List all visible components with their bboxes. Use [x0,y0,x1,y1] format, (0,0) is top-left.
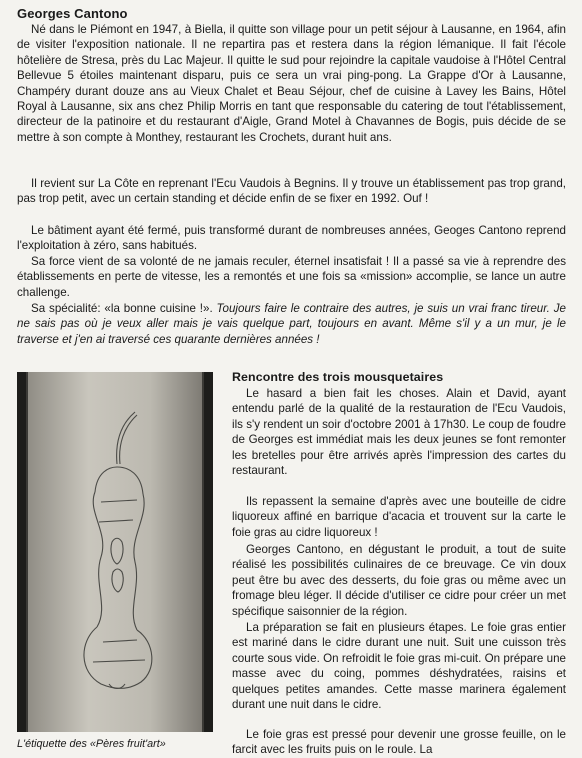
article-title: Georges Cantono [17,6,128,21]
paragraph-biography: Né dans le Piémont en 1947, à Biella, il quitte son village pour un petit séjour à Lausanne, en 1964, afin de visiter l'exposition nationale. Il ne repartira pas et restera dans la région lémanique. Il fait l'école hôtelière de Stresa, près du Lac Majeur. Il quitte le sud pour rejoindre la capitale vaudoise à l'Hôtel Central Bellevue 5 étoiles maintenant disparu, puis ce sera un vrai ping-pong. La Grappe d'Or à Lausanne, Champéry durant douze ans au Vieux Chalet et Beau Séjour, chef de cuisine à Lavey les Bains, Hôtel Royal à Lausanne, six ans chez Philip Morris en tant que responsable du catering de tout l'établissement, directeur de la patinoire et du restaurant d'Aigle, Grand Motel à Chavannes de Bogis, puis décide de se mettre à son compte à Monthey, restaurant les Crochets, durant huit ans. [17,23,566,144]
paragraph-cidre: Ils repassent la semaine d'après avec une bouteille de cidre liquoreux affiné en barrique d'acacia et trouvent sur la carte le foie gras au cidre liquoreux ! [232,495,566,539]
paragraph-preparation: La préparation se fait en plusieurs étapes. Le foie gras entier est mariné dans le cidre durant une nuit. Suit une cuisson très courte sous vide. On refroidit le foie gras mi-cuit. On prépare une masse avec du coing, pommes déshydratées, raisins et quelques petites amandes. Cette masse marinera également durant une nuit dans le cidre. [232,621,566,712]
paragraph-ecu-vaudois: Il revient sur La Côte en reprenant l'Ecu Vaudois à Begnins. Il y trouve un établissement pas trop grand, pas trop petit, avec un certain standing et décide enfin de se fixer en 1992. Ouf ! [17,177,566,206]
paragraph-hasard: Le hasard a bien fait les choses. Alain et David, ayant entendu parlé de la qualité de la restauration de l'Ecu Vaudois, ils s'y rendent un soir d'octobre 2001 à 17h30. Le coup de foudre de Georges est immédiat mais les deux jeunes se font remonter les bretelles pour être arrivés après l'impression des cartes du restaurant. [232,387,566,478]
paragraph-specialite: Sa spécialité: «la bonne cuisine !». Toujours faire le contraire des autres, je suis un vrai franc tireur. Je ne sais pas où je veux aller mais je vais quelque part, toujours en avant. Même s'il y a un mur, je le traverse et j'en ai traversé ces quarante dernières années ! [17,302,566,346]
label-photo [17,372,213,732]
paragraph-foie-gras: Le foie gras est pressé pour devenir une grosse feuille, on le farcit avec les fruits puis on le roule. La [232,728,566,757]
paragraph-reprise: Le bâtiment ayant été fermé, puis transformé durant de nombreuses années, Geoges Cantono reprend l'exploitation à zéro, sans habitués. [17,224,566,253]
paragraph-degustation: Georges Cantono, en dégustant le produit, a tout de suite réalisé les possibilités culinaires de ce breuvage. Ce vin doux peut être bu avec des desserts, du foie gras ou même avec un fromage bleu léger. Il décide d'utiliser ce cidre pour créer un met spécifique saisonnier de la région. [232,543,566,618]
paragraph-volonte: Sa force vient de sa volonté de ne jamais reculer, éternel insatisfait ! Il a passé sa vie à reprendre des établissements en perte de vitesse, les a remontés et une fois sa «mission» accomplie, se lance un autre challenge. [17,255,566,299]
section-title: Rencontre des trois mousquetaires [232,370,444,384]
apple-core-sketch-icon [17,372,213,732]
photo-caption: L'étiquette des «Pères fruit'art» [17,738,166,750]
quote-italic: Toujours faire le contraire des autres, je suis un vrai franc tireur. Je ne sais pas où je veux aller mais je vais quelque part, toujours en avant. Même s'il y a un mur, je le traverse et j'en ai traversé ces quarante dernières années ! [17,302,566,346]
